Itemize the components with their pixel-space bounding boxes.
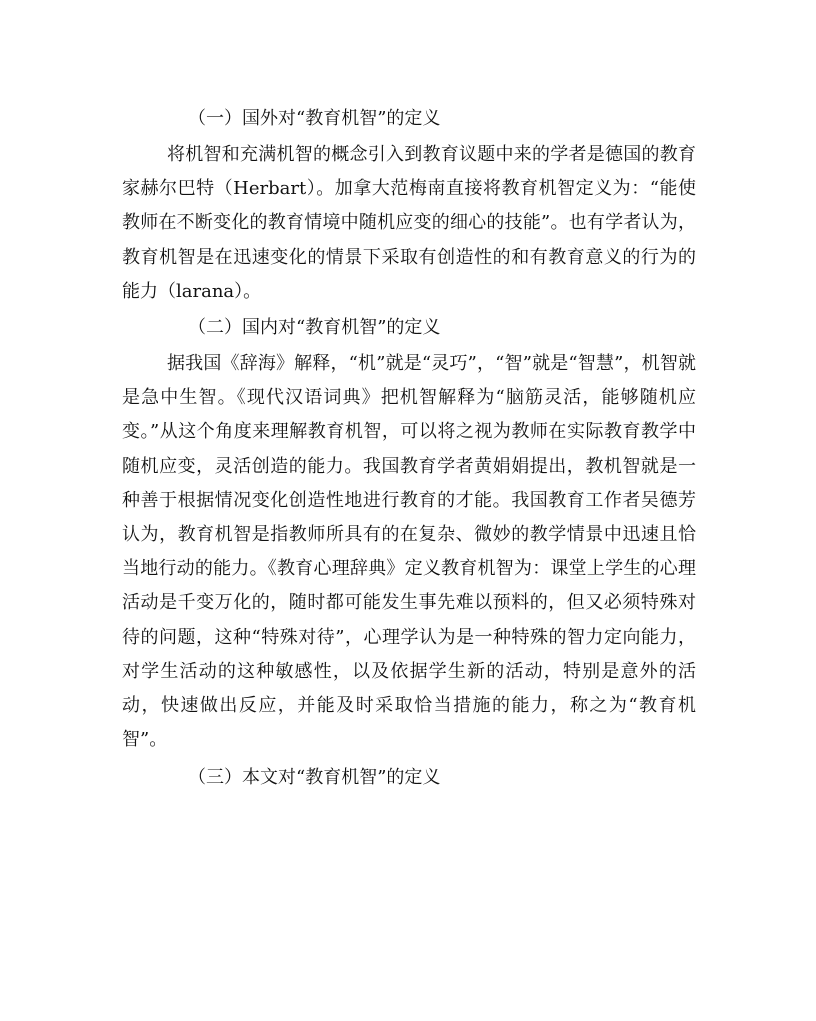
section-3-heading: （三）本文对“教育机智”的定义 xyxy=(188,767,441,789)
section-1-paragraph: 将机智和充满机智的概念引入到教育议题中来的学者是德国的教育家赫尔巴特（Herbart）。加拿大范梅南直接将教育机智定义为：“能使教师在不断变化的教育情境中随机应变的细心的技能”。也有学者认为，教育机智是在迅速变化的情景下采取有创造性的和有教育意义的行为的能力（larana）。 xyxy=(122,144,696,302)
section-2-heading: （二）国内对“教育机智”的定义 xyxy=(188,317,441,339)
section-2-paragraph: 据我国《辞海》解释，“机”就是“灵巧”，“智”就是“智慧”，机智就是急中生智。《现代汉语词典》把机智解释为“脑筋灵活，能够随机应变。”从这个角度来理解教育机智，可以将之视为教师在实际教育教学中随机应变，灵活创造的能力。我国教育学者黄娟娟提出，教机智就是一种善于根据情况变化创造性地进行教育的才能。我国教育工作者吴德芳认为，教育机智是指教师所具有的在复杂、微妙的教学情景中迅速且恰当地行动的能力。《教育心理辞典》定义教育机智为：课堂上学生的心理活动是千变万化的，随时都可能发生事先难以预料的，但又必须特殊对待的问题，这种“特殊对待”，心理学认为是一种特殊的智力定向能力，对学生活动的这种敏感性，以及依据学生新的活动，特别是意外的活动，快速做出反应，并能及时采取恰当措施的能力，称之为“教育机智”。 xyxy=(122,353,696,751)
section-1-heading: （一）国外对“教育机智”的定义 xyxy=(188,108,441,129)
document-body xyxy=(122,102,696,795)
